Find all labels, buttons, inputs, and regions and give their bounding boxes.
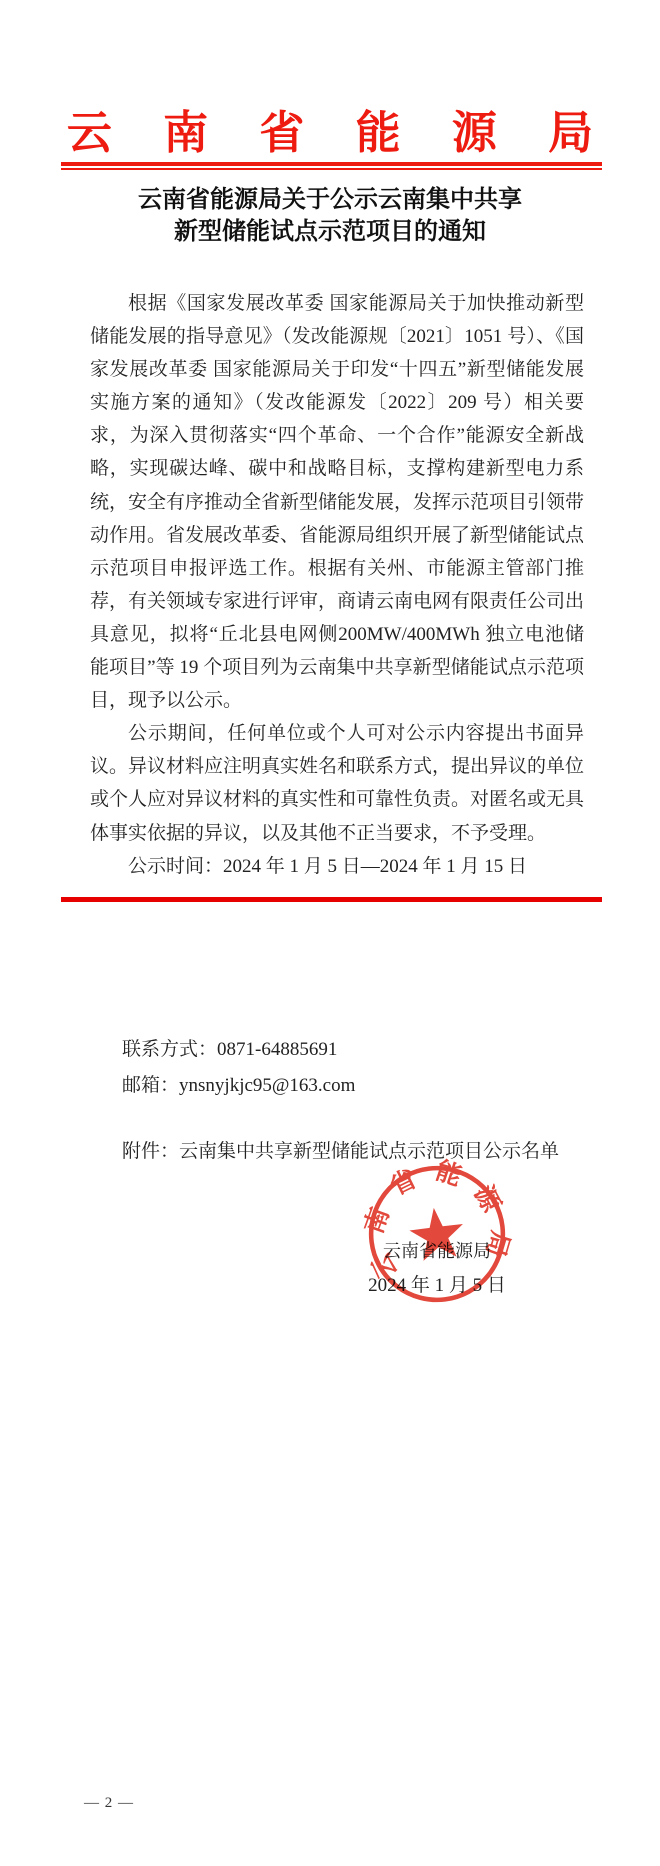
header-double-rule: [61, 162, 602, 170]
document-title: [0, 184, 660, 248]
seal-star-icon: [407, 1205, 467, 1263]
header-rule-thin-line: [61, 168, 602, 170]
attachment-line: 附件：云南集中共享新型储能试点示范项目公示名单: [122, 1141, 560, 1162]
body-paragraph-publicity-period: 公示时间：2024 年 1 月 5 日—2024 年 1 月 15 日: [128, 855, 528, 877]
body-paragraph-objection: 公示期间，任何单位或个人可对公示内容提出书面异议。异议材料应注明真实姓名和联系方式，提出异议的单位或个人应对异议材料的真实性和可靠性负责。对匿名或无具体事实依据的异议，以及其他不正当要求，不予受理。: [90, 723, 585, 844]
document-body: [90, 287, 584, 883]
contact-phone-line: [122, 1032, 355, 1068]
signature-agency-name: 云南省能源局: [383, 1241, 491, 1261]
document-title-line2: 新型储能试点示范项目的通知: [174, 219, 486, 245]
contact-phone-label: 联系方式：: [122, 1039, 218, 1060]
body-paragraph-basis: 根据《国家发展改革委 国家能源局关于加快推动新型储能发展的指导意见》（发改能源规〔2021〕1051 号）、《国家发展改革委 国家能源局关于印发“十四五”新型储能发展实施方案的通知》（发改能源发〔2022〕209 号）相关要求，为深入贯彻落实“四个革命、一个合作”能源安全新战略，实现碳达峰、碳中和战略目标，支撑构建新型电力系统，安全有序推动全省新型储能发展，发挥示范项目引领带动作用。省发展改革委、省能源局组织开展了新型储能试点示范项目申报评选工作。根据有关州、市能源主管部门推荐，有关领域专家进行评审，商请云南电网有限责任公司出具意见，拟将“丘北县电网侧200MW/400MWh 独立电池储能项目”等 19 个项目列为云南集中共享新型储能试点示范项目，现予以公示。: [90, 293, 585, 712]
document-title-line1: 云南省能源局关于公示云南集中共享: [138, 187, 522, 213]
agency-header: 云 南 省 能 源 局: [66, 108, 614, 158]
seal-arc-text: 云南省能源局: [359, 1156, 515, 1284]
official-seal-stamp-icon: [352, 1149, 521, 1318]
contact-email-label: 邮箱：: [122, 1074, 180, 1096]
header-rule-thick-line: [61, 162, 602, 166]
contact-email-line: [122, 1068, 355, 1104]
contact-email-value: ynsnyjkjc95@163.com: [179, 1074, 356, 1096]
contact-block: [122, 1032, 355, 1103]
footer-red-rule: [61, 897, 602, 902]
signature-date: 2024 年 1 月 5 日: [368, 1275, 506, 1296]
page-number: — 2 —: [84, 1795, 134, 1811]
contact-phone-value: 0871-64885691: [217, 1039, 338, 1060]
